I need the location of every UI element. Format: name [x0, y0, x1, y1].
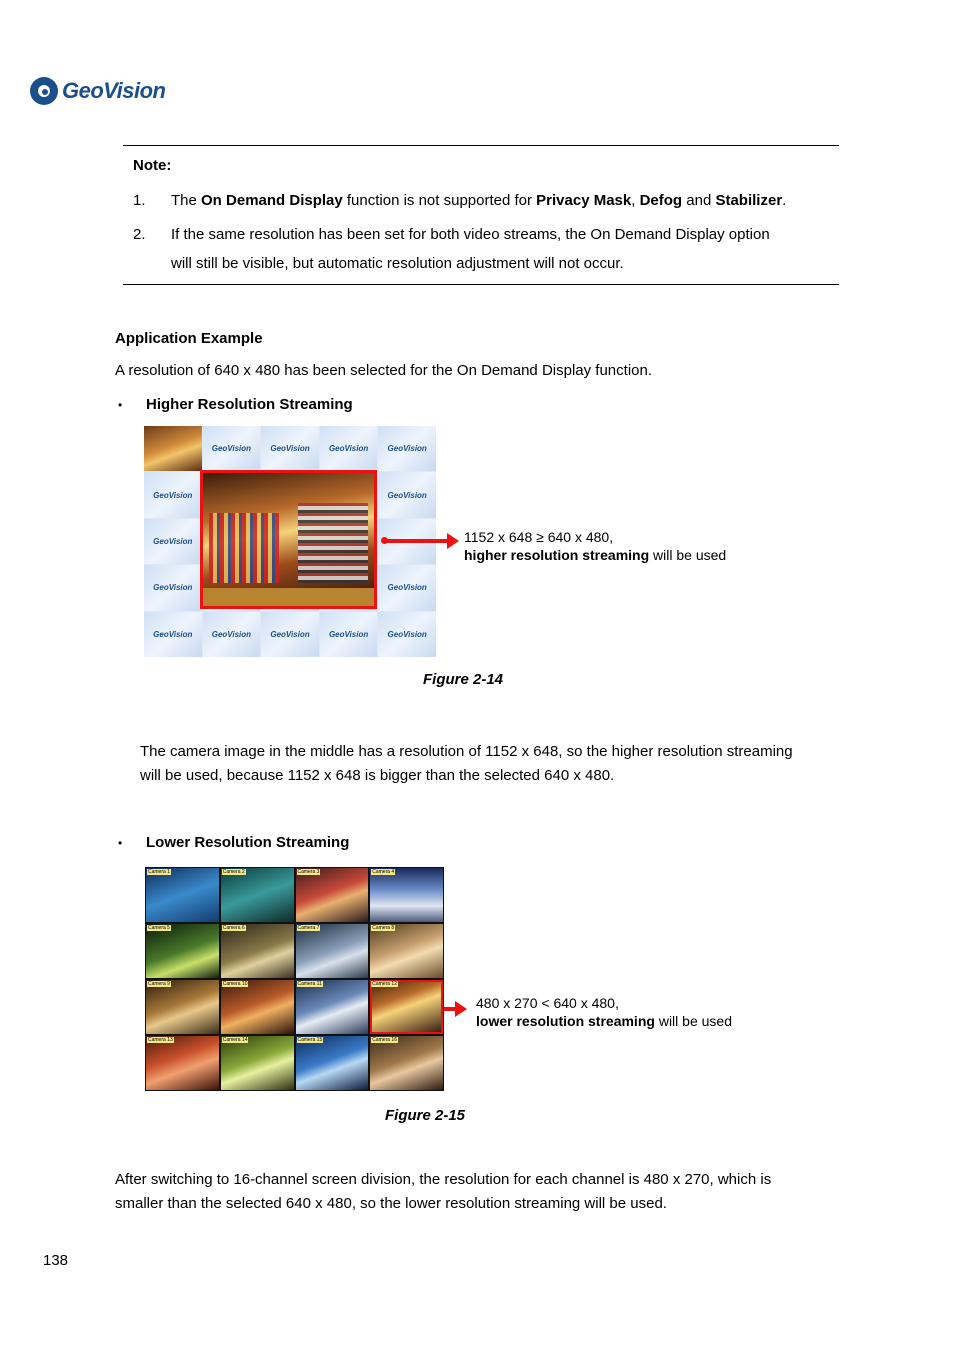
logo-tile: GeoVision	[320, 612, 378, 657]
section-heading: Application Example	[115, 330, 263, 347]
logo-tile: GeoVision	[378, 565, 436, 610]
camera-tile: Camera 16	[370, 1036, 443, 1090]
camera-tile: Camera 15	[296, 1036, 369, 1090]
figure-caption-2-14: Figure 2-14	[423, 671, 504, 688]
camera-tile: Camera 11	[296, 980, 369, 1034]
higher-paragraph-line1: The camera image in the middle has a resolution of 1152 x 648, so the higher resolution streaming	[140, 743, 793, 760]
camera-tile: Camera 7	[296, 924, 369, 978]
lower-paragraph-line2: smaller than the selected 640 x 480, so the lower resolution streaming will be used.	[115, 1195, 667, 1212]
logo-tile: GeoVision	[320, 426, 378, 471]
bullet-higher: •	[118, 398, 123, 412]
geovision-logo	[30, 74, 165, 108]
camera-tile: Camera 10	[221, 980, 294, 1034]
logo-tile: GeoVision	[144, 519, 202, 564]
lower-figure-grid	[145, 867, 444, 1091]
camera-tile: Camera 1	[146, 868, 219, 922]
camera-tile: Camera 8	[370, 924, 443, 978]
note-item-1: The On Demand Display function is not supported for Privacy Mask, Defog and Stabilizer.	[171, 192, 787, 209]
lower-annotation-line1: 480 x 270 < 640 x 480,	[476, 995, 619, 1011]
logo-mark-icon	[30, 77, 58, 105]
higher-paragraph-line2: will be used, because 1152 x 648 is bigger than the selected 640 x 480.	[140, 767, 615, 784]
bullet-lower: •	[118, 836, 123, 850]
camera-tile: Camera 13	[146, 1036, 219, 1090]
lower-paragraph-line1: After switching to 16-channel screen division, the resolution for each channel is 480 x 270, which is	[115, 1171, 772, 1188]
logo-tile: GeoVision	[378, 472, 436, 517]
note-bottom-rule	[123, 284, 839, 285]
lower-annotation-line2: lower resolution streaming will be used	[476, 1013, 732, 1029]
figure-caption-2-15: Figure 2-15	[385, 1107, 466, 1124]
note-item-2-line1: If the same resolution has been set for both video streams, the On Demand Display option	[171, 226, 770, 243]
note-item-1-number: 1.	[133, 192, 146, 209]
page-number: 138	[43, 1252, 69, 1269]
higher-annotation-line1: 1152 x 648 ≥ 640 x 480,	[464, 529, 614, 545]
logo-tile: GeoVision	[261, 612, 319, 657]
arrow-lower-head-icon	[455, 1001, 467, 1017]
camera-tile: Camera 3	[296, 868, 369, 922]
camera-tile: Camera 4	[370, 868, 443, 922]
logo-tile: GeoVision	[378, 426, 436, 471]
selected-camera-tile: Camera 12	[370, 980, 443, 1034]
note-top-rule	[123, 145, 839, 146]
higher-title: Higher Resolution Streaming	[146, 396, 353, 413]
camera-tile: Camera 2	[221, 868, 294, 922]
logo-tile: GeoVision	[144, 472, 202, 517]
logo-tile: GeoVision	[203, 426, 261, 471]
logo-tile: GeoVision	[203, 612, 261, 657]
lower-title: Lower Resolution Streaming	[146, 834, 350, 851]
arrow-higher-shaft	[385, 539, 448, 543]
store-thumbnail	[144, 426, 202, 471]
note-title: Note:	[133, 157, 172, 174]
logo-tile: GeoVision	[144, 565, 202, 610]
camera-tile: Camera 5	[146, 924, 219, 978]
camera-tile: Camera 6	[221, 924, 294, 978]
highlighted-camera-image	[200, 470, 377, 609]
note-item-2-number: 2.	[133, 226, 146, 243]
logo-tile: GeoVision	[261, 426, 319, 471]
section-intro: A resolution of 640 x 480 has been selected for the On Demand Display function.	[115, 362, 652, 379]
logo-tile: GeoVision	[378, 612, 436, 657]
camera-tile: Camera 9	[146, 980, 219, 1034]
logo-text: GeoVision	[62, 78, 166, 103]
logo-tile: GeoVision	[144, 612, 202, 657]
arrow-higher-head-icon	[447, 533, 459, 549]
higher-annotation-line2: higher resolution streaming will be used	[464, 547, 727, 563]
note-item-2-line2: will still be visible, but automatic resolution adjustment will not occur.	[171, 255, 624, 272]
camera-tile: Camera 14	[221, 1036, 294, 1090]
